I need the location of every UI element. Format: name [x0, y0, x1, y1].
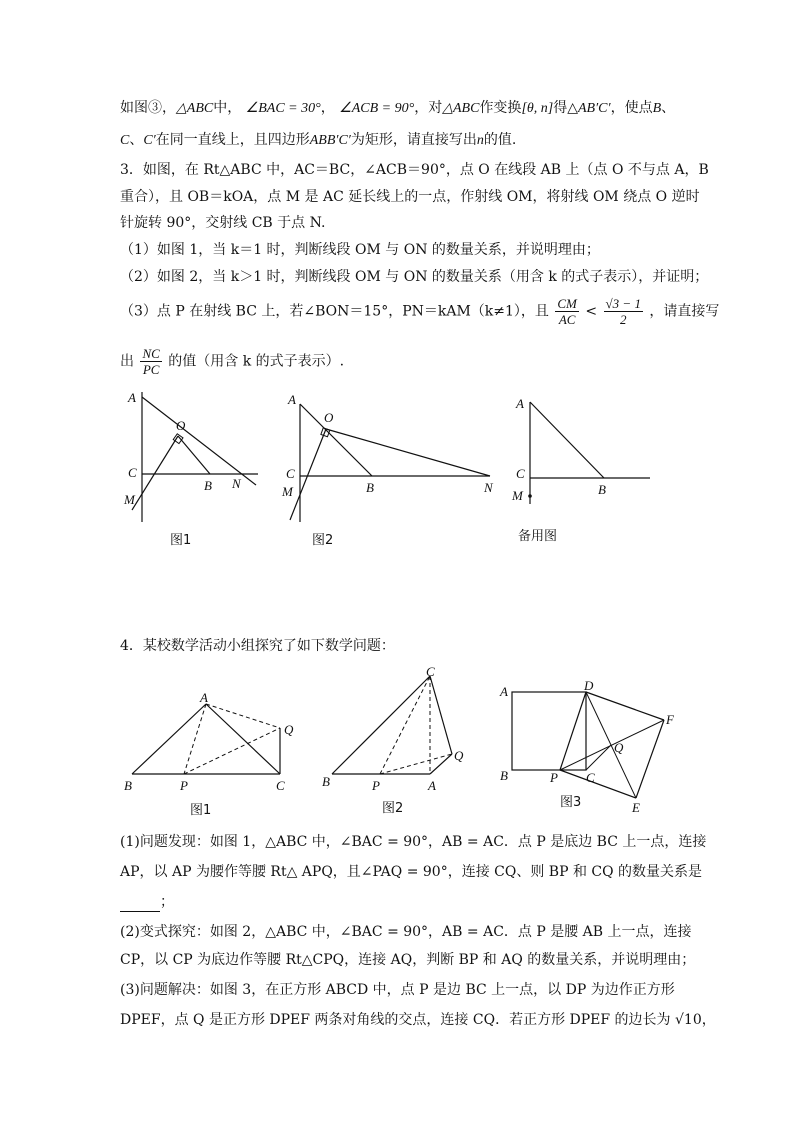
label-n: N [484, 480, 493, 495]
fraction-nc-pc: $\frac{NC}{PC}$ [142, 346, 160, 377]
label-a: A [200, 690, 208, 705]
q4-part1-line1: (1)问题发现：如图 1，△ABC 中，∠BAC = 90°，AB = AC．点 P 是底边 BC 上一点，连接 [120, 834, 707, 850]
label-c: C [586, 770, 595, 785]
q4-part2-line1: (2)变式探究：如图 2，△ABC 中，∠BAC = 90°，AB = AC．点 P 是腰 AB 上一点，连接 [120, 924, 692, 940]
fig1-caption: 图1 [170, 533, 192, 548]
q4-figure-3 [498, 680, 688, 820]
label-f: F [666, 712, 674, 727]
label-c: C [426, 664, 435, 679]
spare-caption: 备用图 [518, 529, 558, 544]
fig1-caption: 图1 [190, 803, 212, 818]
label-b: B [500, 768, 508, 783]
fig3-caption: 图3 [560, 795, 582, 810]
q3-sub-3: （3）点 P 在射线 BC 上，若∠BON＝15°，PN＝kAM（k≠1），且 $\frac{CM}{AC}$ < $\frac{√3 - 1}{2}$ ，请直接写 [120, 296, 720, 327]
q3-figure-1 [120, 392, 270, 552]
label-b: B [598, 482, 606, 497]
label-b: B [124, 778, 132, 793]
label-p: P [550, 770, 558, 785]
p2-line-1: 如图③，△ABC中， ∠BAC = 30°， ∠ACB = 90°，对△ABC作变换[θ, n]得△AB′C′，使点B、 [120, 100, 676, 116]
q4-part3-line1: (3)问题解决：如图 3，在正方形 ABCD 中，点 P 是边 BC 上一点，以 DP 为边作正方形 [120, 982, 675, 998]
q3-figure-2 [282, 392, 502, 552]
label-a: A [428, 778, 436, 793]
label-c: C [516, 466, 525, 481]
label-a: A [500, 684, 508, 699]
q4-figure-2 [320, 666, 480, 820]
label-a: A [516, 396, 524, 411]
label-a: A [288, 392, 296, 407]
label-b: B [322, 774, 330, 789]
fraction-sqrt3: $\frac{√3 - 1}{2}$ [605, 296, 641, 327]
q3-sub-1: （1）如图 1，当 k＝1 时，判断线段 OM 与 ON 的数量关系，并说明理由； [120, 242, 600, 258]
fig2-caption: 图2 [312, 533, 334, 548]
answer-blank[interactable] [120, 897, 160, 912]
fig2-caption: 图2 [382, 801, 404, 816]
q4-part2-line2: CP，以 CP 为底边作等腰 Rt△CPQ，连接 AQ，判断 BP 和 AQ 的数量关系，并说明理由； [120, 952, 696, 968]
q4-part1-line2: AP，以 AP 为腰作等腰 Rt△ APQ，且∠PAQ = 90°，连接 CQ、则 BP 和 CQ 的数量关系是 [120, 864, 703, 880]
label-e: E [632, 800, 640, 815]
q3-line-1: 3．如图，在 Rt△ABC 中，AC＝BC，∠ACB＝90°，点 O 在线段 AB 上（点 O 不与点 A，B [120, 162, 709, 178]
label-p: P [180, 778, 188, 793]
q3-line-2: 重合），且 OB＝kOA，点 M 是 AC 延长线上的一点，作射线 OM，将射线 OM 绕点 O 逆时 [120, 189, 700, 205]
label-c: C [286, 466, 295, 481]
q4-figure-1 [120, 690, 300, 820]
q3-line-3: 针旋转 90°，交射线 CB 于点 N. [120, 215, 326, 231]
label-n: N [232, 476, 241, 491]
label-m: M [282, 484, 293, 499]
label-q: Q [454, 748, 464, 763]
label-o: O [324, 410, 334, 425]
q4-part1-line3: ； [120, 892, 174, 912]
label-p: P [372, 778, 380, 793]
q3-figure-spare [510, 392, 670, 552]
label-b: B [204, 478, 212, 493]
label-m: M [124, 492, 135, 507]
q3-sub-2: （2）如图 2，当 k＞1 时，判断线段 OM 与 ON 的数量关系（用含 k 的式子表示），并证明； [120, 269, 709, 285]
p2-line-2: C、C′在同一直线上，且四边形ABB′C′为矩形，请直接写出n的值. [120, 132, 517, 148]
fraction-cm-ac: $\frac{CM}{AC}$ [557, 296, 577, 327]
label-d: D [584, 678, 594, 693]
q3-sub-3-cont: 出 $\frac{NC}{PC}$ 的值（用含 k 的式子表示）. [120, 346, 345, 377]
label-c: C [276, 778, 285, 793]
label-q: Q [614, 740, 624, 755]
label-q: Q [284, 722, 294, 737]
q4-intro: 4．某校数学活动小组探究了如下数学问题： [120, 638, 395, 654]
label-o: O [176, 418, 186, 433]
label-b: B [366, 480, 374, 495]
q4-part3-line2: DPEF，点 Q 是正方形 DPEF 两条对角线的交点，连接 CQ．若正方形 DPEF 的边长为 √10， [120, 1012, 716, 1028]
label-c: C [128, 465, 137, 480]
label-m: M [512, 488, 523, 503]
label-a: A [128, 390, 136, 405]
